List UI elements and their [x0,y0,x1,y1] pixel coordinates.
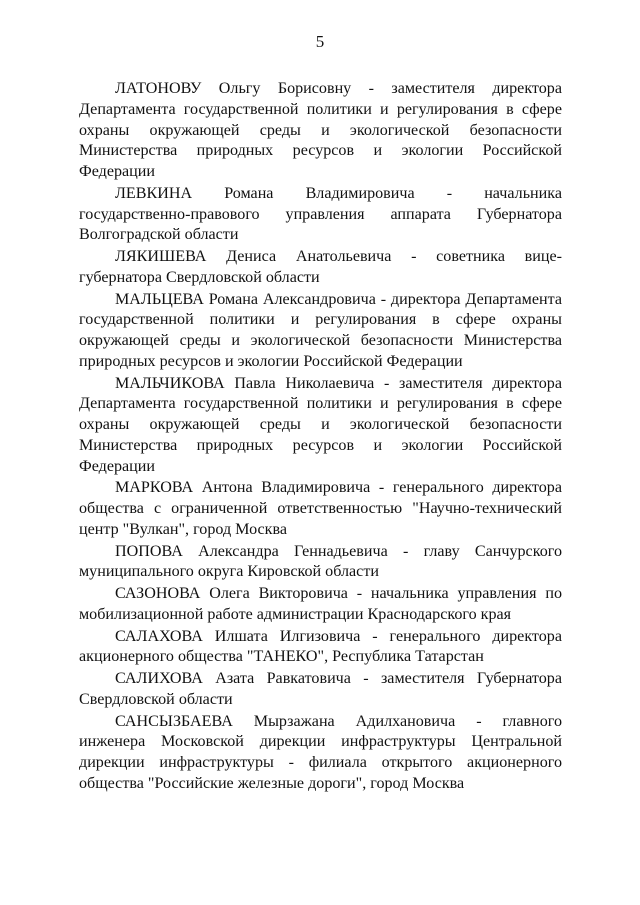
page-number: 5 [315,32,325,51]
list-entry-maltsev: МАЛЬЦЕВА Романа Александровича - директора Департамента государственной политики и регулирования в сфере охраны окружающей среды и экологической безопасности Министерства природных ресурсов и экологии Российской Федерации [79,290,562,370]
list-entry-salakhov: САЛАХОВА Илшата Илгизовича - генерального директора акционерного общества "ТАНЕКО", Республика Татарстан [79,627,562,666]
list-entry-popov: ПОПОВА Александра Геннадьевича - главу Санчурского муниципального округа Кировской области [79,542,562,581]
list-entry-malchikov: МАЛЬЧИКОВА Павла Николаевича - заместителя директора Департамента государственной политики и регулирования в сфере охраны окружающей среды и экологической безопасности Министерства природных ресурсов и экологии Российской Федерации [79,374,562,475]
list-entry-levkin: ЛЕВКИНА Романа Владимировича - начальника государственно-правового управления аппарата Губернатора Волгоградской области [79,184,562,244]
list-entry-markov: МАРКОВА Антона Владимировича - генерального директора общества с ограниченной ответственностью "Научно-технический центр "Вулкан", город Москва [79,479,562,538]
list-entry-lyakishev: ЛЯКИШЕВА Дениса Анатольевича - советника вице-губернатора Свердловской области [79,248,562,286]
list-entry-salikhov: САЛИХОВА Азата Равкатовича - заместителя Губернатора Свердловской области [79,670,562,708]
list-entry-sazonov: САЗОНОВА Олега Викторовича - начальника управления по мобилизационной работе администрации Краснодарского края [79,585,562,623]
list-entry-sansyzbaev: САНСЫЗБАЕВА Мырзажана Адилхановича - главного инженера Московской дирекции инфраструктуры Центральной дирекции инфраструктуры - филиала открытого акционерного общества "Российские железные дороги", город Москва [79,712,562,792]
list-entry-latonova: ЛАТОНОВУ Ольгу Борисовну - заместителя директора Департамента государственной политики и регулирования в сфере охраны окружающей среды и экологической безопасности Министерства природных ресурсов и экологии Российской Федерации [79,80,562,180]
award-list [79,79,562,796]
